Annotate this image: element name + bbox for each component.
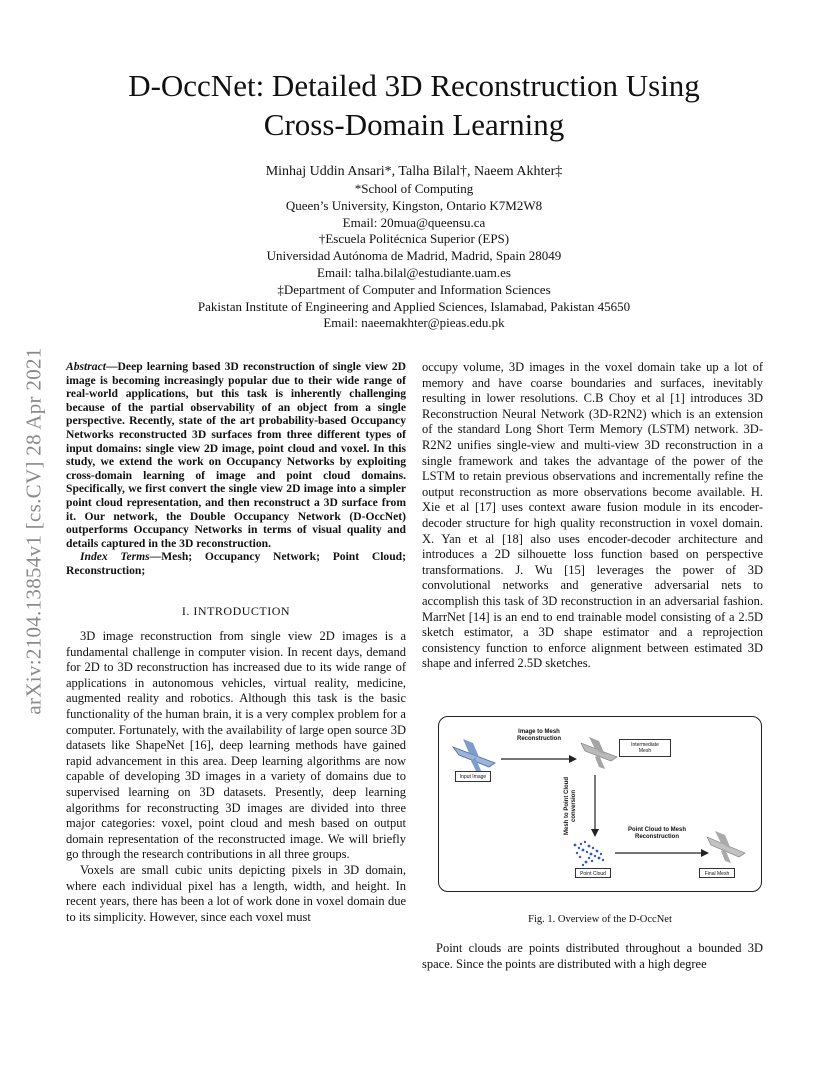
box-intermediate-mesh (619, 739, 671, 757)
overview-figure (438, 716, 762, 892)
arxiv-identifier: arXiv:2104.13854v1 [cs.CV] 28 Apr 2021 (21, 347, 46, 715)
box-point-cloud: Point Cloud (575, 868, 611, 878)
affiliation-line: Universidad Autónoma de Madrid, Madrid, Spain 28049 (266, 248, 562, 264)
author-names: Minhaj Uddin Ansari*, Talha Bilal†, Naeem Akhter‡ (265, 164, 563, 179)
label-image-to-mesh-line-2: Reconstruction (516, 736, 561, 742)
label-point-cloud-to-mesh-line-2: Reconstruction (634, 834, 679, 840)
label-mesh-to-point-cloud-line-2: conversion (571, 790, 577, 823)
figure-caption: Fig. 1. Overview of the D-OccNet (528, 914, 672, 925)
point-cloud-paragraph: Point clouds are points distributed throughout a bounded 3D space. Since the points are distributed with a high degree (422, 941, 763, 971)
author-block (150, 162, 678, 332)
section-heading-introduction: I. INTRODUCTION (181, 603, 291, 618)
box-final-mesh: Final Mesh (699, 868, 735, 878)
paper-title (80, 66, 748, 144)
final-mesh-icon (707, 831, 745, 863)
affiliation-email: Email: 20mua@queensu.ca (342, 214, 486, 230)
label-point-cloud-to-mesh-line-1: Point Cloud to Mesh (628, 827, 686, 833)
affiliation-line: Pakistan Institute of Engineering and Applied Sciences, Islamabad, Pakistan 45650 (197, 298, 631, 314)
figure-graphics (439, 717, 763, 893)
intermediate-mesh-icon (581, 737, 617, 769)
affiliation-email: Email: naeemakhter@pieas.edu.pk (323, 315, 505, 331)
abstract-label: Abstract (66, 360, 106, 373)
index-terms-label: Index Terms (80, 550, 150, 564)
affiliation-line: ‡Department of Computer and Information Sciences (277, 281, 551, 297)
label-image-to-mesh (499, 729, 579, 743)
arxiv-sidebar-stamp (14, 296, 54, 766)
right-column-continuation (422, 941, 763, 972)
input-airplane-icon (453, 739, 495, 775)
affiliation-line: †Escuela Politécnica Superior (EPS) (318, 231, 510, 247)
box-intermediate-mesh-line-2: Mesh (638, 748, 652, 754)
index-terms (66, 550, 406, 577)
left-column (66, 360, 406, 925)
abstract (66, 360, 406, 550)
label-image-to-mesh-line-1: Image to Mesh (518, 729, 560, 735)
affiliation-line: *School of Computing (354, 181, 474, 196)
intro-paragraph-2: Voxels are small cubic units depicting pixels in 3D domain, where each individual pixel has a length, width, and height. In recent years, there has been a lot of work done in voxel domain due to its simplicity. However, since each voxel must (66, 863, 406, 924)
title-line-1: D-OccNet: Detailed 3D Reconstruction Using (128, 68, 700, 103)
affiliation-line: Queen’s University, Kingston, Ontario K7M2W8 (285, 197, 543, 213)
abstract-text: —Deep learning based 3D reconstruction of single view 2D image is becoming increasingly popular due to their wide range of real-world applications, but this task is inherently challenging because of the partial observability of an object from a single perspective. Recently, state of the art probability-based Occupancy Networks reconstructed 3D surfaces from three different types of input domains: single view 2D image, point cloud and voxel. In this study, we extend the work on Occupancy Networks by exploiting cross-domain learning of image and point cloud domains. Specifically, we first convert the single view 2D image into a simpler point cloud representation, and then reconstruct a 3D surface from it. Our network, the Double Occupancy Network (D-OccNet) outperforms Occupancy Networks in terms of visual quality and details captured in the 3D reconstruction. (66, 360, 406, 550)
label-point-cloud-to-mesh (615, 827, 699, 841)
index-terms-text: —Mesh; Occupancy Network; Point Cloud; Reconstruction; (66, 550, 406, 577)
label-mesh-to-point-cloud (564, 770, 578, 842)
box-intermediate-mesh-line-1: Intermediate (631, 742, 659, 748)
box-input-image: Input Image (455, 771, 491, 782)
title-line-2: Cross-Domain Learning (263, 107, 565, 142)
affiliation-email: Email: talha.bilal@estudiante.uam.es (317, 264, 511, 280)
right-column (422, 360, 763, 672)
intro-paragraph-1: 3D image reconstruction from single view 2D images is a fundamental challenge in computer vision. In recent days, demand for 2D to 3D reconstruction has increased due to its wide range of applications in autonomous vehicles, virtual reality, medicine, augmented reality and robotics. Although this task is the basic functionality of the human brain, it is a very complex problem for a computer. Fortunately, with the availability of large open source 3D datasets like ShapeNet [16], deep learning methods have gained rapid advancement in this area. Deep learning algorithms are now capable of developing 3D images in a variety of domains due to supervised learning on 3D datasets. Presently, deep learning algorithms for reconstructing 3D images are divided into three major categories: voxel, point cloud and mesh based on output domain representation of the reconstructed image. We will briefly go through the research contributions in all three groups. (66, 629, 406, 862)
label-mesh-to-point-cloud-line-1: Mesh to Point Cloud (564, 777, 570, 835)
point-cloud-icon (574, 841, 605, 866)
right-paragraph-1: occupy volume, 3D images in the voxel domain take up a lot of memory and have coarse boundaries and surfaces, inevitably resulting in lower resolutions. C.B Choy et al [1] introduces 3D Reconstruction Neural Network (3D-R2N2) which is an extension of the standard Long Short Term Memory (LSTM) network. 3D-R2N2 unifies single-view and multi-view 3D reconstruction in a single framework and takes the advantage of the power of the LSTM to retain previous observations and incrementally refine the output reconstruction as more observations become available. H. Xie et al [17] uses context aware fusion module in its encoder-decoder structure for high quality reconstruction in voxel domain. X. Yan et al [18] also uses encoder-decoder architecture and introduces a 2D silhouette loss function based on perspective transformations. J. Wu [15] leverages the power of 3D convolutional networks and generative adversarial nets to accomplish this task of 3D reconstruction in an adversarial fashion. MarrNet [14] is an end to end trainable model consisting of a 2.5D sketch estimator, a 3D shape estimator and a reprojection consistency function to enforce alignment between estimated 3D shape and inferred 2.5D sketches. (422, 360, 763, 671)
